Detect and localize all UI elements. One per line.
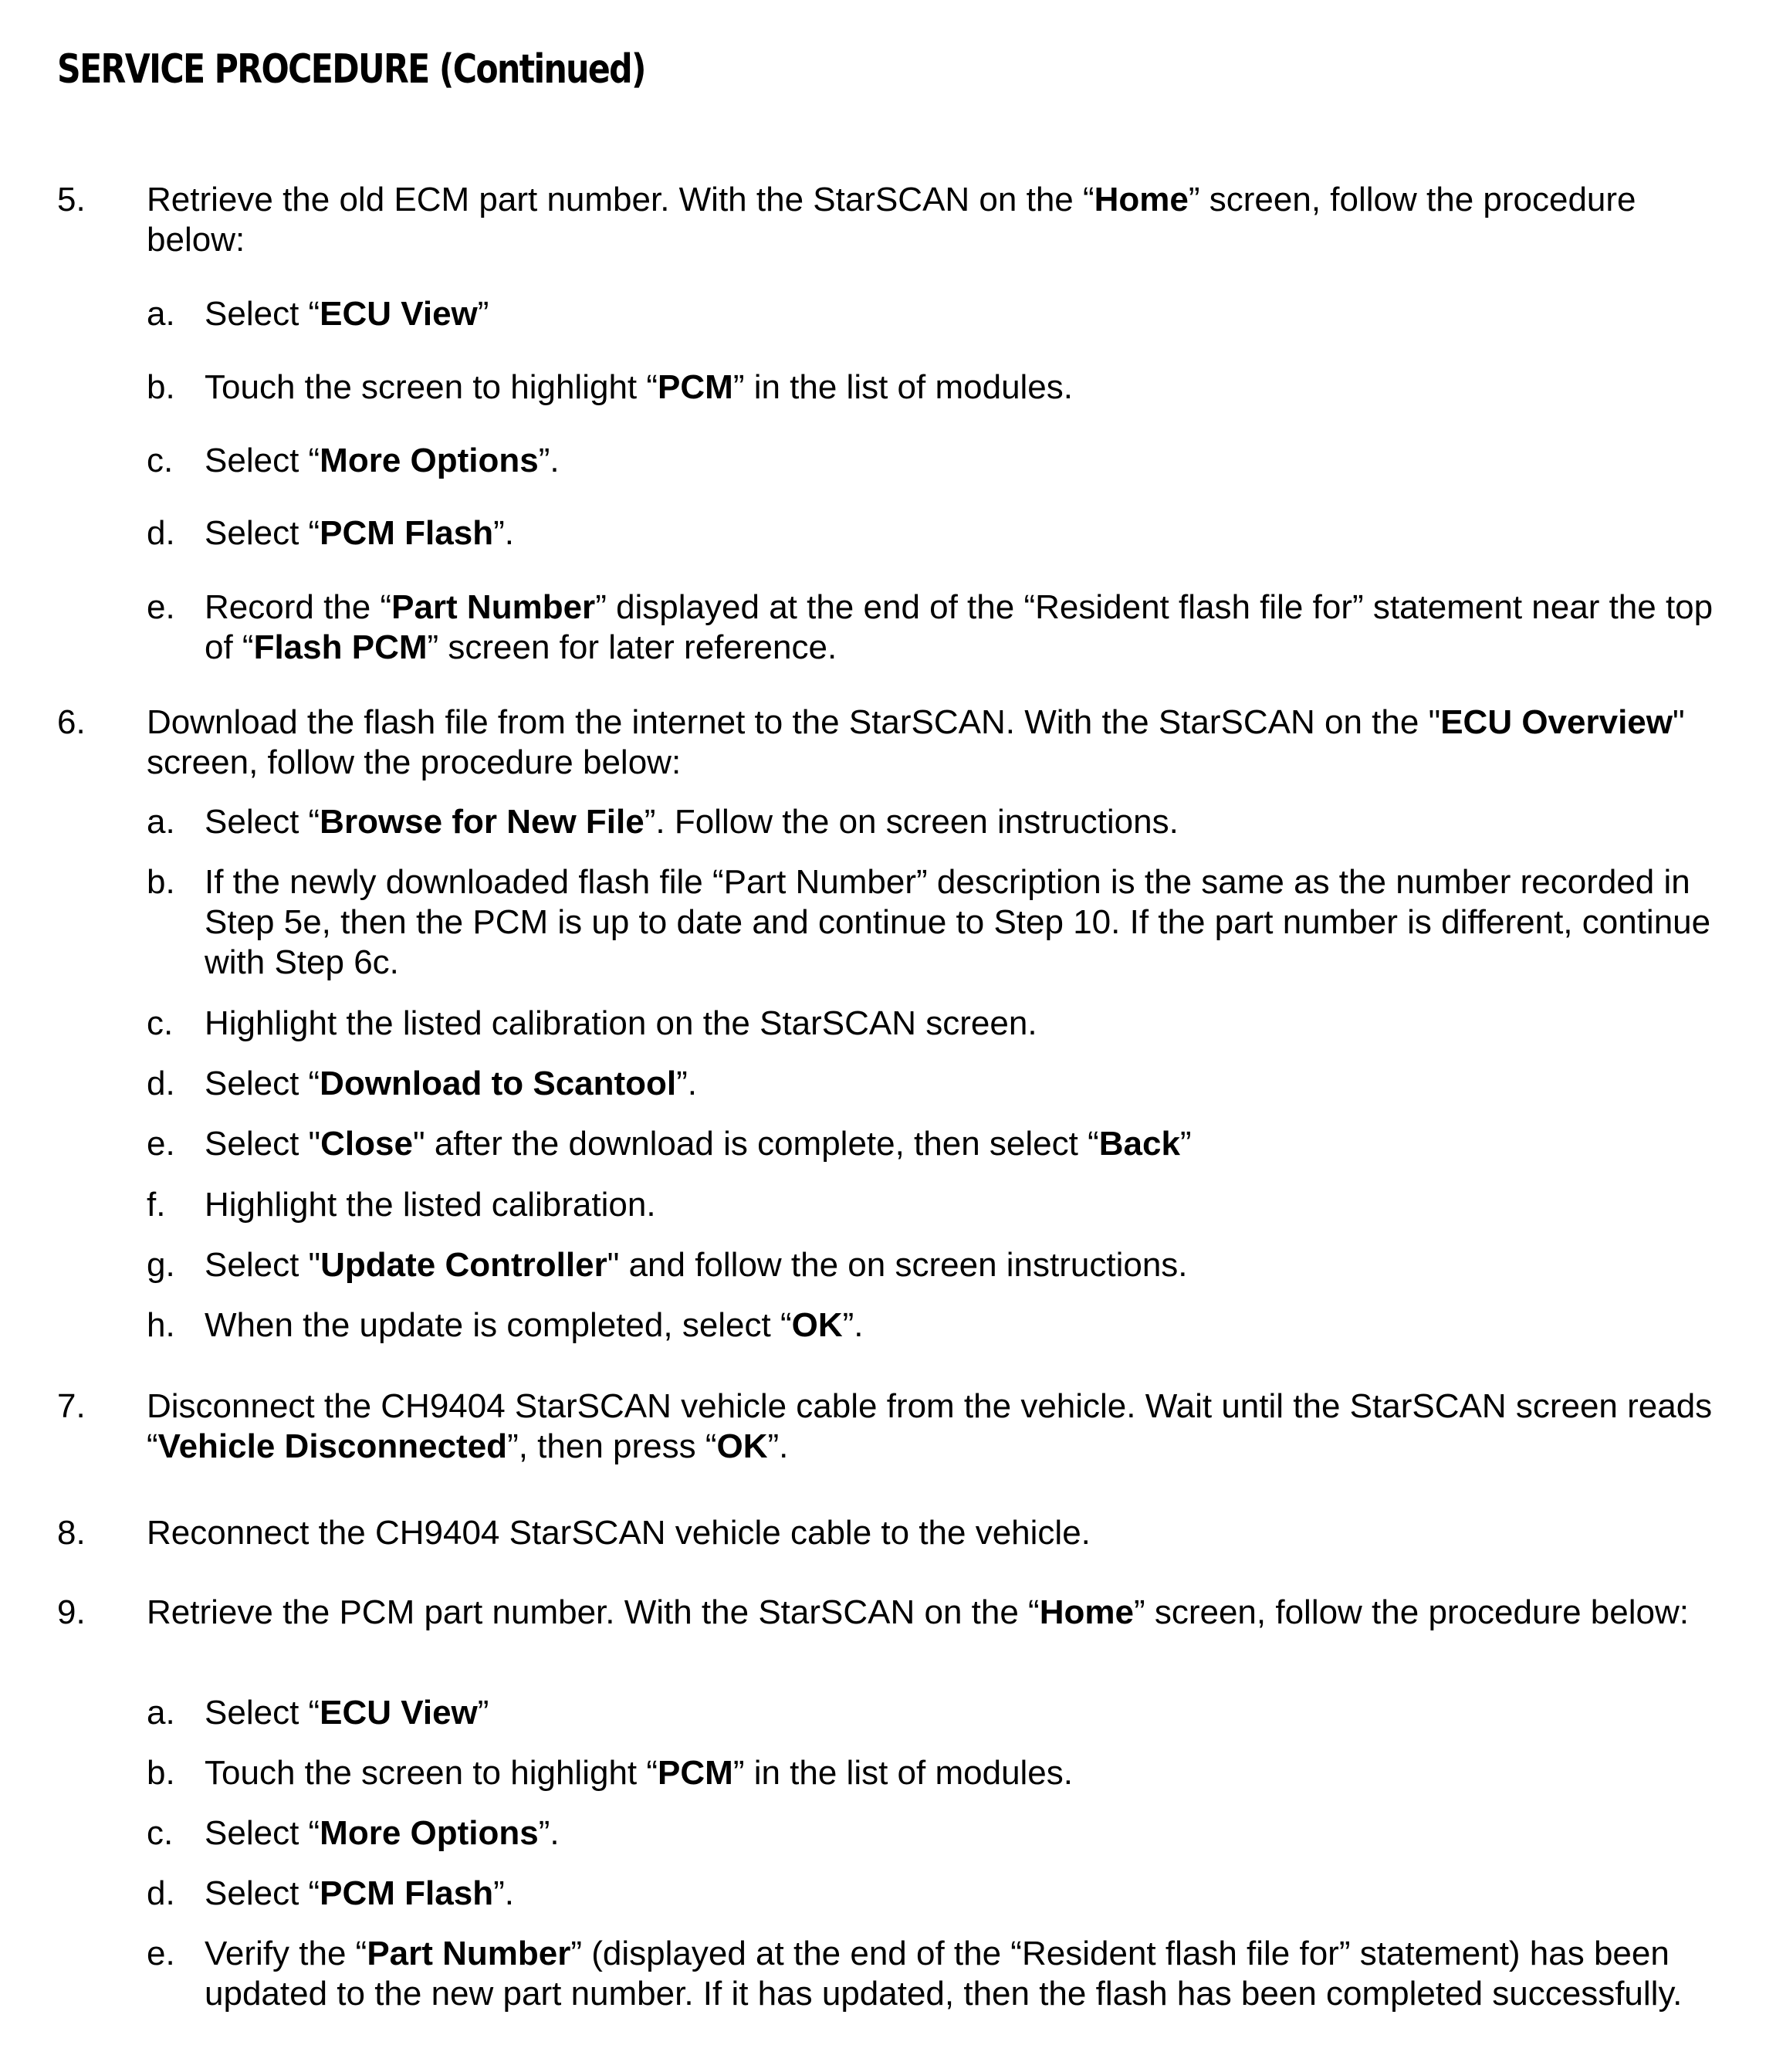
- step-number: 5.: [57, 181, 86, 218]
- step-text: Reconnect the CH9404 StarSCAN vehicle cable to the vehicle.: [147, 1514, 1091, 1552]
- step-text: Retrieve the old ECM part number. With the StarSCAN on the “Home” screen, follow the procedure below:: [147, 181, 1636, 259]
- step-number: 6.: [57, 703, 86, 741]
- step-text: Disconnect the CH9404 StarSCAN vehicle cable from the vehicle. Wait until the StarSCAN screen reads “Vehicle Disconnected”, then press “OK”.: [147, 1387, 1713, 1465]
- step-text: Retrieve the PCM part number. With the StarSCAN on the “Home” screen, follow the procedure below:: [147, 1593, 1689, 1631]
- page-title: SERVICE PROCEDURE (Continued): [57, 46, 645, 93]
- step-number: 9.: [57, 1593, 86, 1631]
- step-text: Download the flash file from the internet to the StarSCAN. With the StarSCAN on the "ECU Overview" screen, follow the procedure below:: [147, 703, 1685, 781]
- step-number: 8.: [57, 1514, 86, 1552]
- document-page: SERVICE PROCEDURE (Continued) 5. Retrieve the old ECM part number. With the StarSCAN on the “Home” screen, follow the procedure below: a. Select “ECU View” b. Touch the screen to highlight “PCM” in the list of modules. c. Select “More Options”. d. Select “PCM Flash”. e. Record the “Part Number” displayed at the end of the “Resident flash file for” statement near the top of “Flash PCM” screen for later reference. 6. Download the flash file from the internet to the StarSCAN. With the StarSCAN on the "ECU Overview" screen, follow the procedure below: a. Select “Browse for New File”. Follow the on screen instructions. b. If the newly downloaded flash file “Part Number” description is the same as the number recorded in Step 5e, then the PCM is up to date and continue to Step 10. If the part number is different, continue with Step 6c. c. Highlight the listed calibration on the StarSCAN screen. d. Select “Download to Scantool”. e. Select "Close" after the download is complete, then select “Back” f. Highlight the listed calibration. g. Select "Update Controller" and follow the on screen instructions. h. When the update is completed, select “OK”. 7. Disconnect the CH9404 StarSCAN vehicle cable from the vehicle. Wait until the StarSCAN screen reads “Vehicle Disconnected”, then press “OK”. 8. Reconnect the CH9404 StarSCAN vehicle cable to the vehicle. 9. Retrieve the PCM part number. With the StarSCAN on the “Home” screen, follow the procedure below: a. Select “ECU View” b. Touch the screen to highlight “PCM” in the list of modules. c. Select “More Options”. d. Select “PCM Flash”. e. Verify the “Part Number” (displayed at the end of the “Resident flash file for” statement) has been updated to the new part number. If it has updated, then the flash has been completed successfully.: [0, 0, 1766, 2072]
- step-number: 7.: [57, 1387, 86, 1425]
